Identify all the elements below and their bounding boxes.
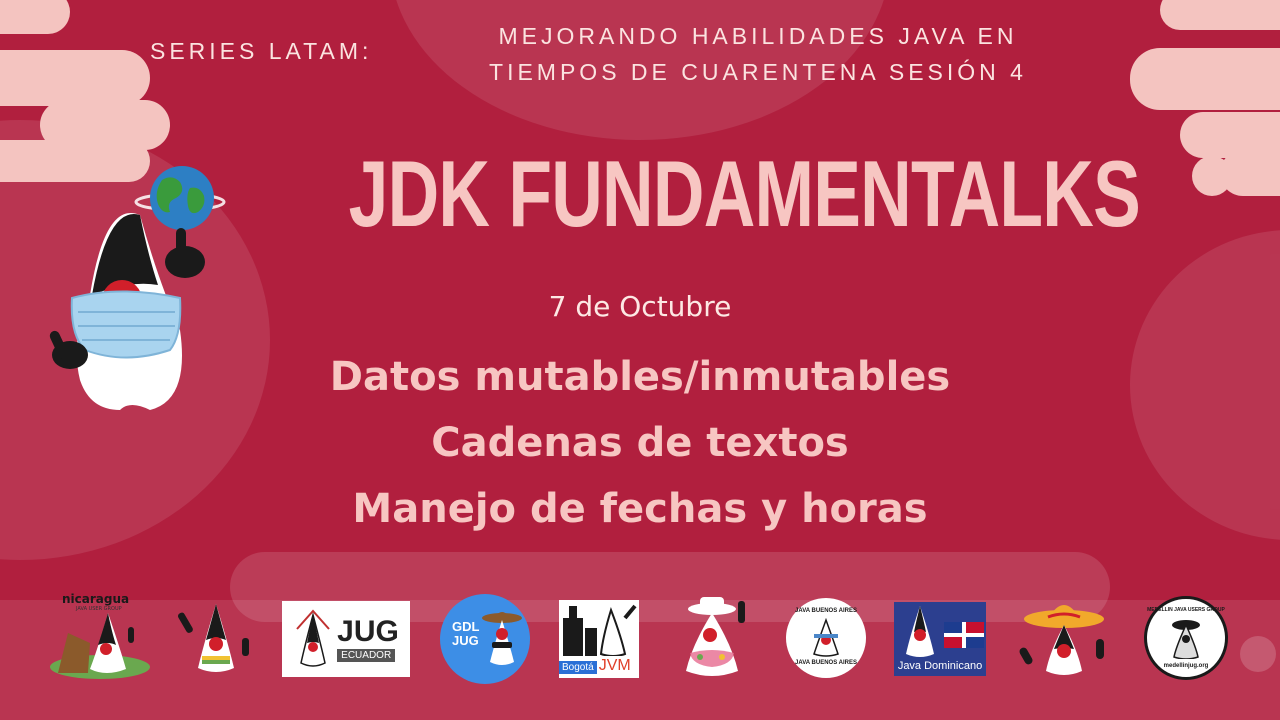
bg-circle-right [1130,230,1280,540]
topic-2: Cadenas de textos [431,420,849,466]
topic-1: Datos mutables/inmutables [329,354,951,400]
bogota-jvm-label: JVM [598,657,631,674]
main-title: JDK FUNDAMENTALKS [348,141,1141,246]
medellin-top-label: MEDELLIN JAVA USERS GROUP [1147,607,1225,613]
date: 7 de Octubre [548,290,732,323]
ecuador-sub-label: ECUADOR [337,649,395,662]
blob-right-1 [1160,0,1280,30]
series-title [438,18,1078,90]
blob-right-5 [1220,150,1280,196]
logo-bogota-jvm [559,600,639,678]
duke-hat-icon [670,595,756,681]
series-label: SERIES LATAM: [150,38,373,64]
logo-jug-ecuador [282,601,410,677]
nicaragua-sub: JAVA USER GROUP [76,606,122,612]
blob-left-1 [0,0,70,34]
logo-duke-waving [176,598,256,678]
topic-3: Manejo de fechas y horas [352,486,928,532]
buenos-aires-bottom-label: JAVA BUENOS AIRES [794,660,857,666]
series-title-line2: TIEMPOS DE CUARENTENA SESIÓN 4 [489,59,1027,85]
duke-mascot-illustration [30,160,230,420]
logo-medellin-jug [1144,596,1228,680]
medellin-duke-icon [1166,617,1206,659]
logo-duke-sombrero [1018,598,1110,678]
duke-sombrero-icon [1018,595,1110,681]
bogota-city-label: Bogotá [559,661,597,674]
logo-gdl-jug [440,594,530,684]
nicaragua-label: nicaragua [62,592,130,606]
logo-java-dominicano [894,602,986,676]
small-dot [1240,636,1276,672]
duke-waving-icon [176,598,256,678]
ecuador-duke-icon [293,609,333,669]
series-title-line1: MEJORANDO HABILIDADES JAVA EN [498,23,1018,49]
dominicano-label: Java Dominicano [897,660,983,672]
dominicano-flag-duke-icon [894,602,986,658]
logo-java-buenos-aires [786,598,866,678]
logo-duke-hat [670,598,756,678]
gdl-label: GDL [452,619,480,634]
gdl-sub-label: JUG [452,633,479,648]
bogota-skyline-icon [559,600,639,656]
ecuador-jug-label: JUG [337,614,399,648]
buenos-aires-top-label: JAVA BUENOS AIRES [794,608,857,614]
blob-left-2 [0,50,150,106]
logo-nicaragua-jug [48,592,152,678]
medellin-bottom-label: medellinjug.org [1163,663,1209,669]
blob-right-2 [1130,48,1280,110]
gdl-duke-icon [480,608,524,668]
buenos-aires-duke-icon [806,618,846,658]
